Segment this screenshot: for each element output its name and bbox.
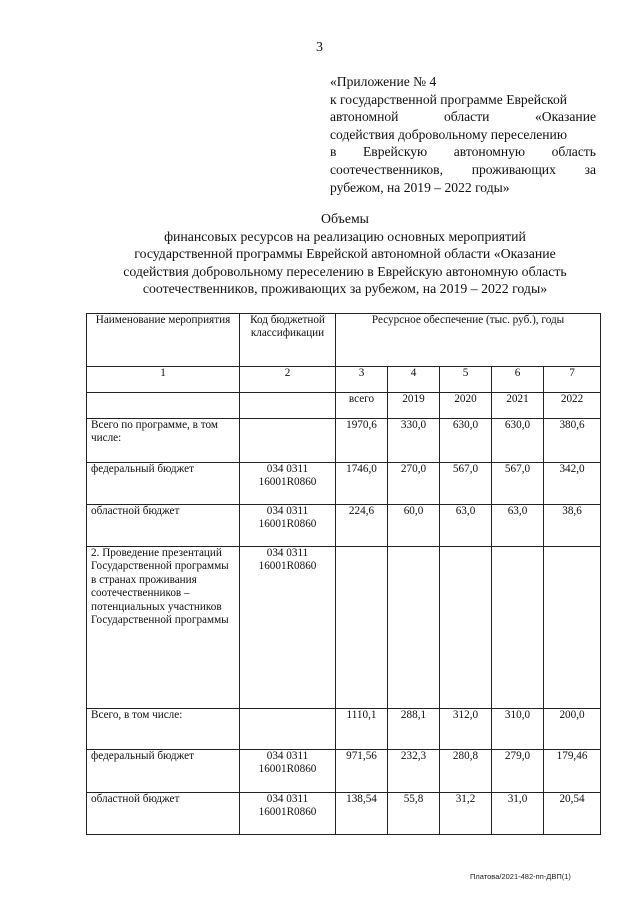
table-row — [87, 419, 601, 463]
column-number-row — [87, 367, 601, 393]
row-value: 232,3 — [388, 750, 440, 793]
row-value: 38,6 — [544, 505, 601, 547]
column-number: 1 — [87, 367, 240, 393]
row-value: 224,6 — [336, 505, 388, 547]
row-value: 630,0 — [492, 419, 544, 463]
year-label: 2020 — [440, 393, 492, 419]
row-code — [240, 419, 336, 463]
row-value: 630,0 — [440, 419, 492, 463]
row-value: 20,54 — [544, 793, 601, 835]
heading-title: Объемы — [321, 211, 369, 226]
row-code — [240, 709, 336, 750]
row-value: 1746,0 — [336, 463, 388, 505]
row-name: федеральный бюджет — [87, 750, 240, 793]
header-resource: Ресурсное обеспечение (тыс. руб.), годы — [336, 314, 601, 367]
row-value: 312,0 — [440, 709, 492, 750]
resources-table — [86, 313, 601, 835]
row-name: Всего по программе, в том числе: — [87, 419, 240, 463]
row-name: областной бюджет — [87, 505, 240, 547]
column-number: 5 — [440, 367, 492, 393]
heading-line: содействия добровольному переселению в Еврейскую автономную область — [123, 263, 567, 279]
table-row — [87, 463, 601, 505]
table-row — [87, 547, 601, 709]
row-code: 034 0311 16001R0860 — [240, 750, 336, 793]
row-value: 380,6 — [544, 419, 601, 463]
row-value: 310,0 — [492, 709, 544, 750]
row-value: 31,2 — [440, 793, 492, 835]
appendix-line: рубежом, на 2019 – 2022 годы» — [330, 179, 510, 195]
row-value: 138,54 — [336, 793, 388, 835]
heading-line: государственной программы Еврейской автономной области «Оказание — [134, 246, 556, 261]
header-code: Код бюджетной классификации — [240, 314, 336, 367]
column-number: 2 — [240, 367, 336, 393]
heading-line: финансовых ресурсов на реализацию основных мероприятий — [164, 228, 526, 244]
appendix-line: содействия добровольному переселению — [330, 126, 567, 142]
row-value: 63,0 — [440, 505, 492, 547]
document-footer-id: Платова/2021-482-пп-ДВП(1) — [470, 872, 571, 881]
row-code: 034 0311 16001R0860 — [240, 505, 336, 547]
appendix-line: соотечественников, проживающих за — [330, 161, 596, 177]
year-row — [87, 393, 601, 419]
table-header-row — [87, 314, 601, 367]
table-row — [87, 505, 601, 547]
row-value: 342,0 — [544, 463, 601, 505]
row-value: 279,0 — [492, 750, 544, 793]
heading-line: соотечественников, проживающих за рубежом, на 2019 – 2022 годы» — [142, 281, 548, 296]
row-code: 034 0311 16001R0860 — [240, 547, 336, 709]
row-code: 034 0311 16001R0860 — [240, 463, 336, 505]
table-row — [87, 709, 601, 750]
document-heading — [90, 210, 600, 298]
page-number: 3 — [316, 40, 323, 55]
appendix-line: «Приложение № 4 — [330, 74, 437, 89]
row-code: 034 0311 16001R0860 — [240, 793, 336, 835]
row-name: 2. Проведение презентаций Государственной программы в странах проживания соотечественников – потенциальных участников Государственной программы — [87, 547, 240, 709]
row-name: федеральный бюджет — [87, 463, 240, 505]
year-label: 2019 — [388, 393, 440, 419]
year-cell-empty — [87, 393, 240, 419]
row-value: 63,0 — [492, 505, 544, 547]
appendix-line: в Еврейскую автономную область — [330, 144, 596, 160]
column-number: 3 — [336, 367, 388, 393]
row-value — [336, 547, 388, 709]
column-number: 6 — [492, 367, 544, 393]
row-value: 567,0 — [492, 463, 544, 505]
row-value — [388, 547, 440, 709]
appendix-line: автономной области «Оказание — [330, 109, 596, 125]
row-value — [544, 547, 601, 709]
row-value: 288,1 — [388, 709, 440, 750]
year-label: всего — [336, 393, 388, 419]
year-cell-empty — [240, 393, 336, 419]
row-value: 60,0 — [388, 505, 440, 547]
table-row — [87, 793, 601, 835]
row-value: 55,8 — [388, 793, 440, 835]
row-value: 31,0 — [492, 793, 544, 835]
table-row — [87, 750, 601, 793]
appendix-line: к государственной программе Еврейской — [330, 91, 568, 107]
row-value: 567,0 — [440, 463, 492, 505]
row-value — [492, 547, 544, 709]
row-value: 971,56 — [336, 750, 388, 793]
column-number: 7 — [544, 367, 601, 393]
row-name: Всего, в том числе: — [87, 709, 240, 750]
header-name: Наименование мероприятия — [87, 314, 240, 367]
row-value — [440, 547, 492, 709]
row-value: 330,0 — [388, 419, 440, 463]
column-number: 4 — [388, 367, 440, 393]
row-value: 1970,6 — [336, 419, 388, 463]
row-value: 1110,1 — [336, 709, 388, 750]
row-value: 280,8 — [440, 750, 492, 793]
year-label: 2022 — [544, 393, 601, 419]
year-label: 2021 — [492, 393, 544, 419]
row-value: 200,0 — [544, 709, 601, 750]
row-value: 270,0 — [388, 463, 440, 505]
row-value: 179,46 — [544, 750, 601, 793]
row-name: областной бюджет — [87, 793, 240, 835]
appendix-block — [330, 73, 596, 196]
